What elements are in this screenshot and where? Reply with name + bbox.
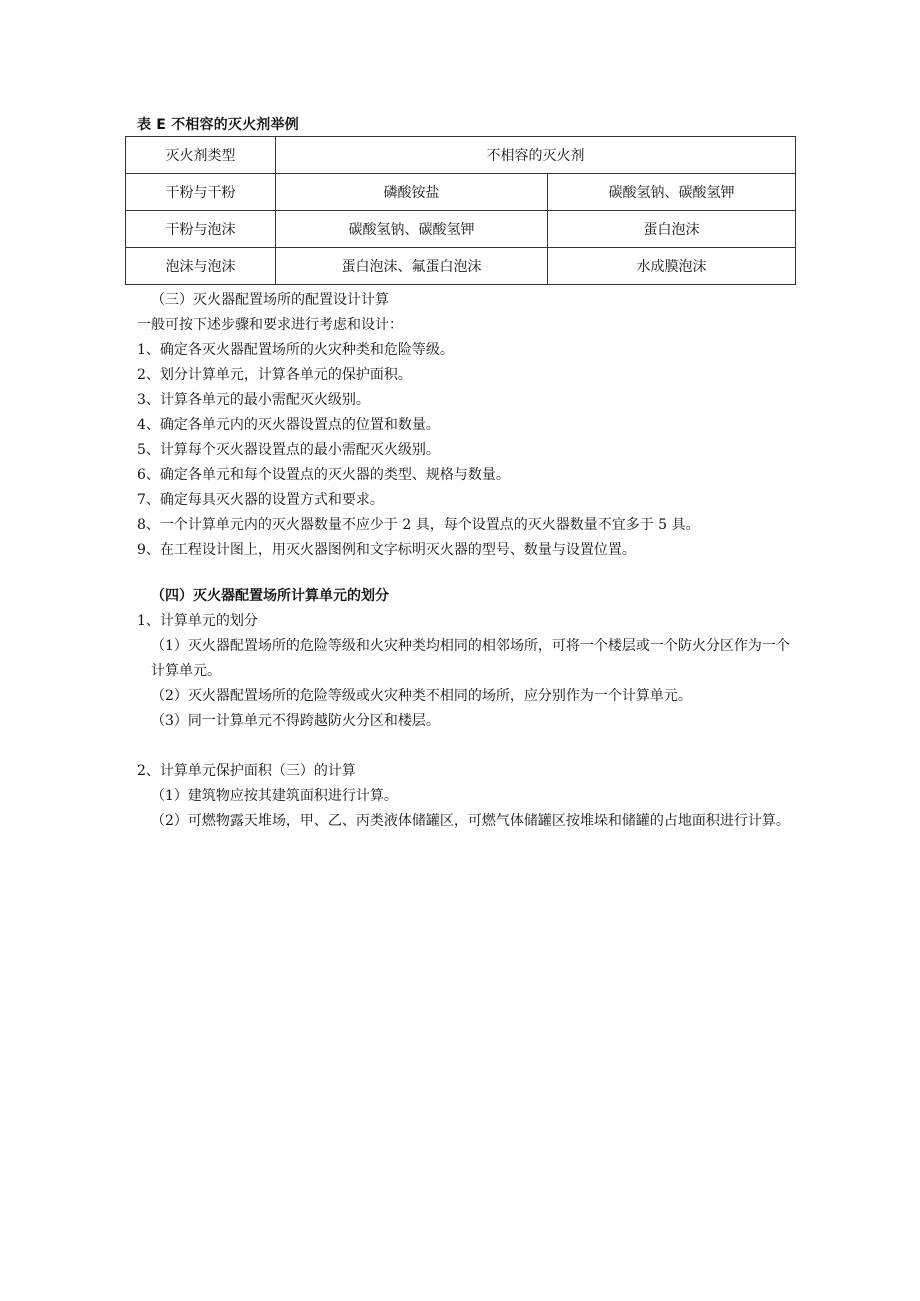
table-header-row: [126, 137, 796, 174]
step-item: 6、确定各单元和每个设置点的灭火器的类型、规格与数量。: [137, 467, 510, 483]
step-item: 5、计算每个灭火器设置点的最小需配灭火级别。: [137, 442, 440, 458]
part-2-item: （1）建筑物应按其建筑面积进行计算。: [151, 788, 398, 804]
part-1-title: 1、计算单元的划分: [137, 613, 258, 629]
incompatible-agents-table: [125, 136, 796, 285]
section-4-heading: （四）灭火器配置场所计算单元的划分: [151, 588, 389, 604]
step-item: 8、一个计算单元内的灭火器数量不应少于 2 具，每个设置点的灭火器数量不宜多于 5 具。: [137, 517, 700, 533]
section-4: [137, 584, 797, 834]
table-row: [126, 211, 796, 248]
table-row: [126, 174, 796, 211]
section-3-intro: 一般可按下述步骤和要求进行考虑和设计：: [137, 317, 403, 333]
table-caption: 表 E 不相容的灭火剂举例: [137, 117, 299, 133]
cell-type: 干粉与干粉: [126, 174, 276, 211]
part-1-item: （1）灭火器配置场所的危险等级和火灾种类均相同的相邻场所，可将一个楼层或一个防火分区作为一个计算单元。: [151, 638, 790, 679]
cell-agent-b: 水成膜泡沫: [548, 248, 796, 285]
header-agent-type: 灭火剂类型: [126, 137, 276, 174]
cell-agent-a: 磷酸铵盐: [276, 174, 548, 211]
cell-agent-b: 碳酸氢钠、碳酸氢钾: [548, 174, 796, 211]
cell-agent-b: 蛋白泡沫: [548, 211, 796, 248]
header-incompatible-agents: 不相容的灭火剂: [276, 137, 796, 174]
part-1-item: （3）同一计算单元不得跨越防火分区和楼层。: [151, 713, 440, 729]
part-2-title: 2、计算单元保护面积（三）的计算: [137, 763, 356, 779]
part-2-item: （2）可燃物露天堆场，甲、乙、丙类液体储罐区，可燃气体储罐区按堆垛和储罐的占地面积进行计算。: [151, 813, 790, 829]
step-item: 4、确定各单元内的灭火器设置点的位置和数量。: [137, 417, 440, 433]
part-1-item: （2）灭火器配置场所的危险等级或火灾种类不相同的场所，应分别作为一个计算单元。: [151, 688, 692, 704]
cell-type: 泡沫与泡沫: [126, 248, 276, 285]
step-item: 1、确定各灭火器配置场所的火灾种类和危险等级。: [137, 342, 454, 358]
section-3: [137, 288, 797, 563]
cell-type: 干粉与泡沫: [126, 211, 276, 248]
cell-agent-a: 碳酸氢钠、碳酸氢钾: [276, 211, 548, 248]
section-3-heading: （三）灭火器配置场所的配置设计计算: [151, 292, 389, 308]
table-row: [126, 248, 796, 285]
step-item: 3、计算各单元的最小需配灭火级别。: [137, 392, 370, 408]
cell-agent-a: 蛋白泡沫、氟蛋白泡沫: [276, 248, 548, 285]
step-item: 7、确定每具灭火器的设置方式和要求。: [137, 492, 384, 508]
step-item: 9、在工程设计图上，用灭火器图例和文字标明灭火器的型号、数量与设置位置。: [137, 542, 636, 558]
step-item: 2、划分计算单元，计算各单元的保护面积。: [137, 367, 412, 383]
